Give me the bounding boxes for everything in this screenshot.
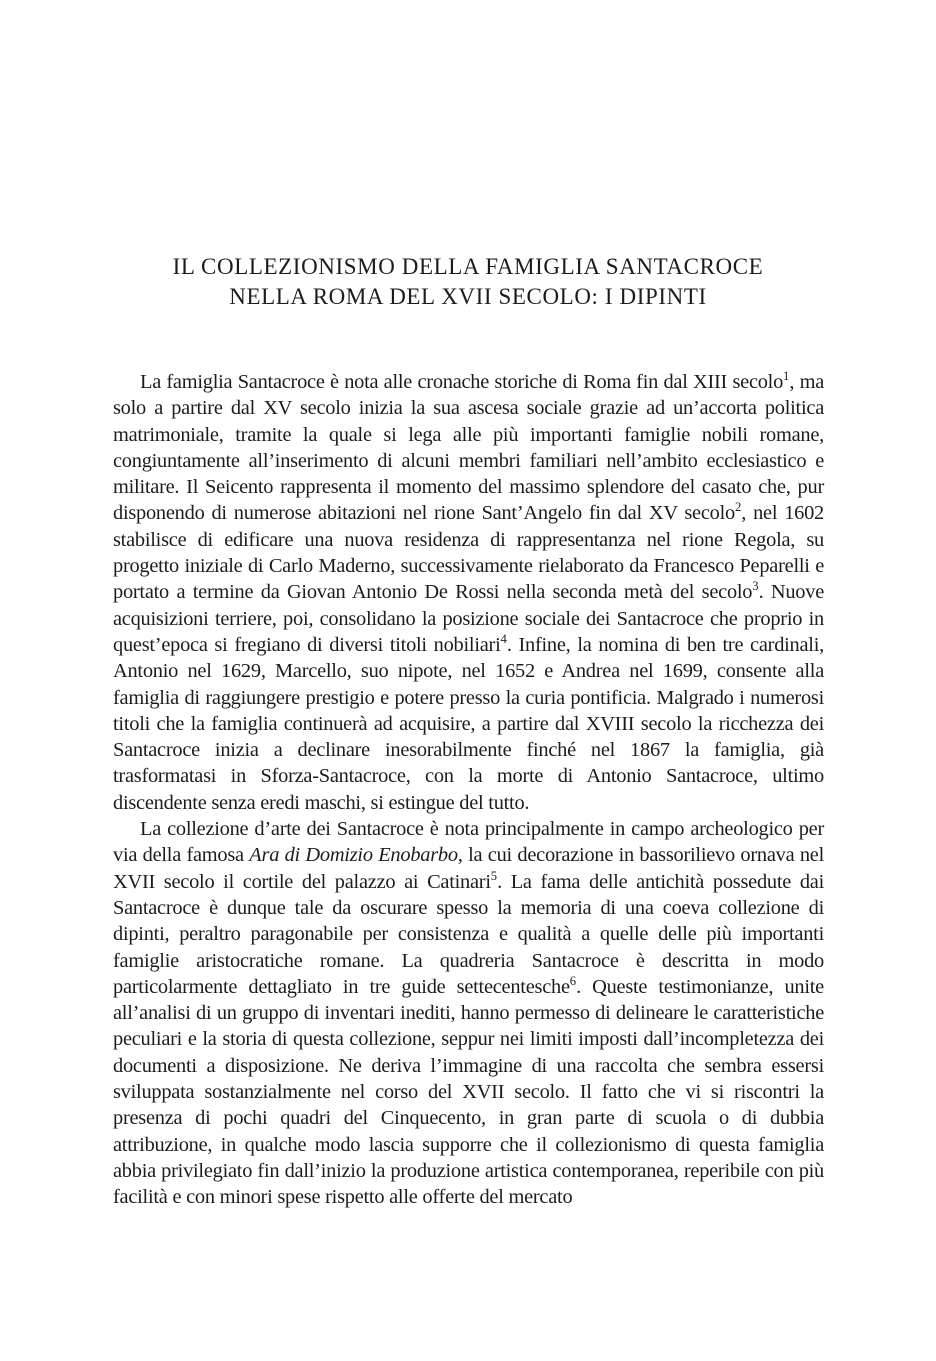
footnote-marker: 3 — [752, 579, 759, 594]
text-run: . Infine, la nomina di ben tre cardinali, Antonio nel 1629, Marcello, suo nipote, nel 1652 e Andrea nel 1699, consente alla famiglia di raggiungere prestigio e potere presso la curia pontificia. Malgrado i numerosi titoli che la famiglia continuerà ad acquisire, a partire dal XVIII secolo la ricchezza dei Santacroce inizia a declinare inesorabilmente finché nel 1867 la famiglia, già trasformatasi in Sforza-Santacroce, con la morte di Antonio Santacroce, ultimo discendente senza eredi maschi, si estingue del tutto. — [113, 633, 824, 814]
italic-title-text: Ara di Domizio Enobarbo — [249, 844, 458, 867]
text-run: , la cui decorazione in bassorilievo ornava nel XVII secolo il cortile del palazzo ai Catinari — [113, 844, 824, 893]
text-run: La famiglia Santacroce è nota alle cronache storiche di Roma fin dal XIII secolo — [140, 371, 784, 393]
text-run: , nel 1602 stabilisce di edificare una nuova residenza di rappresentanza nel rione Regola, su progetto iniziale di Carlo Maderno, successivamente rielaborato da Francesco Peparelli e portato a termine da Giovan Antonio De Rossi nella seconda metà del secolo — [113, 502, 824, 604]
text-run: . La fama delle antichità possedute dai Santacroce è dunque tale da oscurare spesso la memoria di una coeva collezione di dipinti, peraltro paragonabile per consistenza e qualità a quelle delle più importanti famiglie aristocratiche romane. La quadreria Santacroce è descritta in modo particolarmente dettagliato in tre guide settecentesche — [113, 870, 824, 998]
text-run: , ma solo a partire dal XV secolo inizia la sua ascesa sociale grazie ad un’accorta politica matrimoniale, tramite la quale si lega alle più importanti famiglie nobili romane, congiuntamente all’inserimento di alcuni membri familiari nell’ambito ecclesiastico e militare. Il Seicento rappresenta il momento del massimo splendore del casato che, pur disponendo di numerose abitazioni nel rione Sant’Angelo fin dal XV secolo — [113, 371, 824, 525]
article-title-line-2: NELLA ROMA DEL XVII SECOLO: I DIPINTI — [229, 284, 707, 309]
body-text — [113, 369, 824, 1211]
text-run: . Nuove acquisizioni terriere, poi, consolidano la posizione sociale dei Santacroce che proprio in quest’epoca si fregiano di diversi titoli nobiliari — [113, 581, 824, 656]
footnote-marker: 2 — [734, 500, 742, 515]
paragraph — [113, 816, 824, 1210]
footnote-marker: 4 — [500, 632, 507, 647]
footnote-marker: 5 — [490, 868, 498, 883]
footnote-marker: 1 — [783, 369, 790, 384]
text-run: La collezione d’arte dei Santacroce è nota principalmente in campo archeologico per via della famosa — [113, 818, 824, 867]
paragraph — [113, 369, 824, 816]
article-title-line-1: IL COLLEZIONISMO DELLA FAMIGLIA SANTACROCE — [172, 254, 764, 279]
text-run: . Queste testimonianze, unite all’analisi di un gruppo di inventari inediti, hanno permesso di delineare le caratteristiche peculiari e la storia di questa collezione, seppur nei limiti imposti dall’incompletezza dei documenti a disposizione. Ne deriva l’immagine di una raccolta che sembra essersi sviluppata sostanzialmente nel corso del XVII secolo. Il fatto che vi si riscontri la presenza di pochi quadri del Cinquecento, in gran parte di scuola o di dubbia attribuzione, in qualche modo lascia supporre che il collezionismo di questa famiglia abbia privilegiato fin dall’inizio la produzione artistica contemporanea, reperibile con più facilità e con minori spese rispetto alle offerte del mercato — [113, 975, 824, 1209]
footnote-marker: 6 — [569, 974, 577, 989]
article-title — [0, 252, 936, 312]
